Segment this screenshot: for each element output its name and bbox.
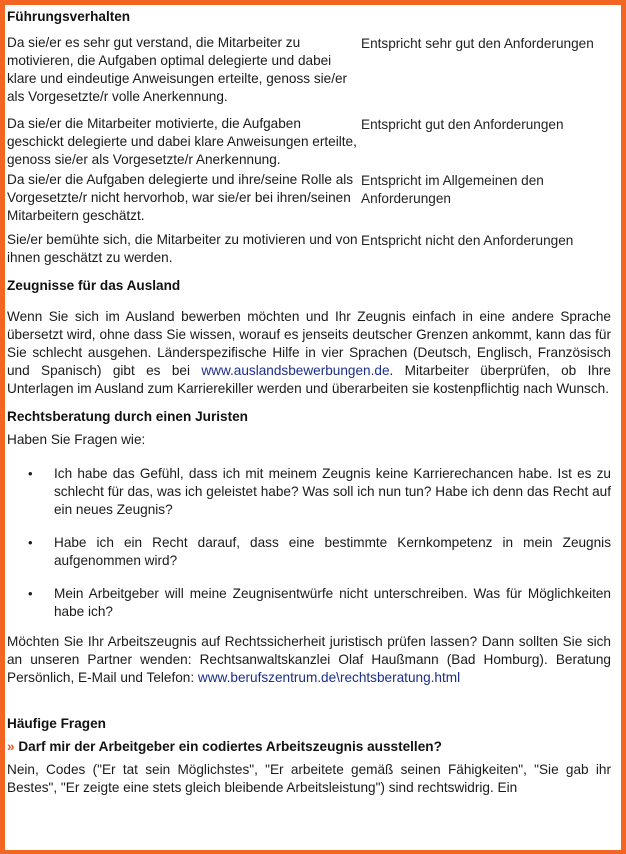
bullet-icon: • xyxy=(28,535,33,550)
list-item xyxy=(7,465,611,519)
statement-cell: Da sie/er es sehr gut verstand, die Mitarbeiter zu motivieren, die Aufgaben optimal delegierte und dabei klare und eindeutige Anweisungen erteilte, genoss sie/er als Vorgesetzte/r volle Anerkennung. xyxy=(7,35,348,104)
rating-cell: Entspricht nicht den Anforderungen xyxy=(361,233,574,248)
list-item xyxy=(7,585,611,621)
arrow-right-icon: » xyxy=(7,739,15,754)
rechtsberatung-link[interactable]: www.berufszentrum.de\rechtsberatung.html xyxy=(197,670,461,685)
faq-answer: Nein, Codes ("Er tat sein Möglichstes", "Er arbeitete gemäß seinen Fähigkeiten", "Sie gab ihr Bestes", "Er zeigte eine stets gleich bleibende Arbeitsleistung") sind rechtswidrig. Ein xyxy=(7,762,611,795)
section-title-rechtsberatung: Rechtsberatung durch einen Juristen xyxy=(7,409,248,424)
section-title-ausland: Zeugnisse für das Ausland xyxy=(7,278,181,293)
list-item xyxy=(7,534,611,570)
faq-question[interactable] xyxy=(7,738,611,756)
rating-cell: Entspricht gut den Anforderungen xyxy=(361,117,564,132)
paragraph-text: . Mitarbeiter überprüfen, ob Ihre Unterlagen im Ausland zum Karrierekiller werden und überarbeiten sie kostenpflichtig nach Wunsch. xyxy=(7,363,611,396)
document-content xyxy=(7,8,611,797)
table-row xyxy=(7,34,611,115)
rating-cell: Entspricht sehr gut den Anforderungen xyxy=(361,36,594,51)
bullet-icon: • xyxy=(28,586,33,601)
bullet-icon: • xyxy=(28,466,33,481)
question-text: Ich habe das Gefühl, dass ich mit meinem Zeugnis keine Karrierechancen habe. Ist es zu schlecht für das, was ich geleistet habe? Was soll ich nun tun? Habe ich denn das Recht auf ein neues Zeugnis? xyxy=(54,466,611,517)
ausland-paragraph xyxy=(7,308,611,398)
faq-question-text: Darf mir der Arbeitgeber ein codiertes Arbeitszeugnis ausstellen? xyxy=(18,739,442,754)
question-text: Mein Arbeitgeber will meine Zeugnisentwürfe nicht unterschreiben. Was für Möglichkeiten habe ich? xyxy=(54,586,611,619)
auslandsbewerbungen-link[interactable]: www.auslandsbewerbungen.de xyxy=(201,363,390,378)
rechtsberatung-intro: Haben Sie Fragen wie: xyxy=(7,432,146,447)
table-row xyxy=(7,115,611,171)
table-row xyxy=(7,231,611,267)
statement-cell: Da sie/er die Aufgaben delegierte und ihre/seine Rolle als Vorgesetzte/r nicht hervorhob, war sie/er bei ihren/seinen Mitarbeitern geschätzt. xyxy=(7,172,354,223)
section-title-faq: Häufige Fragen xyxy=(7,716,106,731)
question-list xyxy=(7,465,611,621)
statement-cell: Da sie/er die Mitarbeiter motivierte, die Aufgaben geschickt delegierte und dabei klare Anweisungen erteilte, genoss sie/er als Vorgesetzte/r Anerkennung. xyxy=(7,116,357,167)
table-row xyxy=(7,171,611,231)
question-text: Habe ich ein Recht darauf, dass eine bestimmte Kernkompetenz in mein Zeugnis aufgenommen wird? xyxy=(54,535,611,568)
paragraph-text: Möchten Sie Ihr Arbeitszeugnis auf Rechtssicherheit juristisch prüfen lassen? Dann sollten Sie sich an unseren Partner wenden: Rechtsanwaltskanzlei Olaf Haußmann (Bad Homburg). Beratung Persönlich, E-Mail und Telefon: xyxy=(7,634,611,685)
paragraph-text: Wenn Sie sich im Ausland bewerben möchten und Ihr Zeugnis einfach in eine andere Sprache übersetzt wird, ohne dass Sie wissen, worauf es jenseits deutscher Grenzen ankommt, kann das für Sie schlecht ausgehen. Länderspezifische Hilfe in vier Sprachen (Deutsch, Englisch, Französisch und Spanisch) gibt es bei xyxy=(7,309,611,378)
section-title-fuehrung: Führungsverhalten xyxy=(7,9,131,24)
rating-cell: Entspricht im Allgemeinen den Anforderungen xyxy=(361,173,544,206)
rating-table xyxy=(7,34,611,267)
statement-cell: Sie/er bemühte sich, die Mitarbeiter zu motivieren und von ihnen geschätzt zu werden. xyxy=(7,232,358,265)
rechtsberatung-paragraph xyxy=(7,633,611,687)
